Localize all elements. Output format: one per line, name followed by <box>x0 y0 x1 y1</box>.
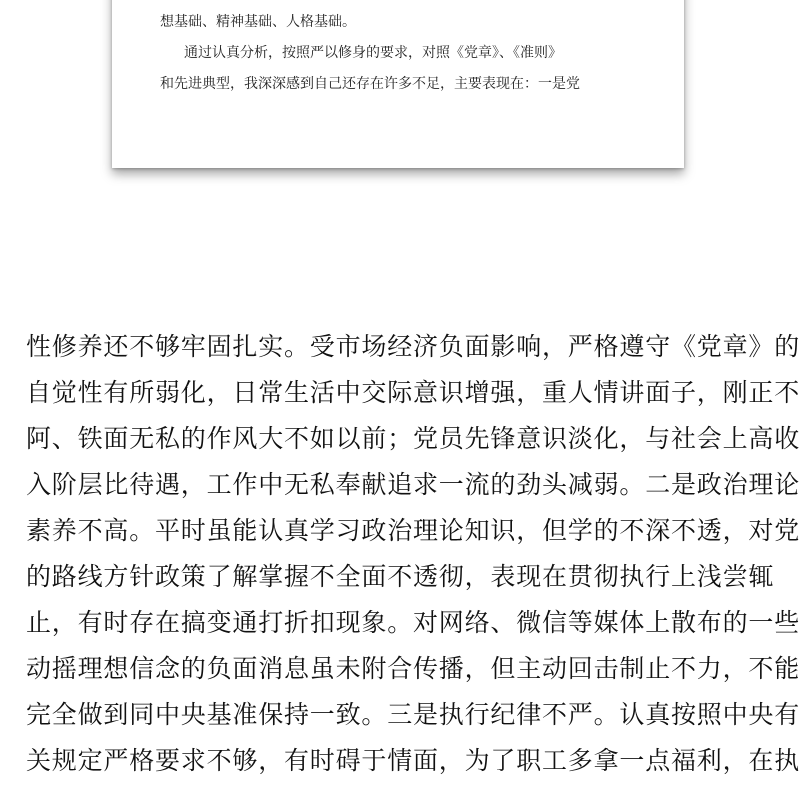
body-text-line: 自觉性有所弱化，日常生活中交际意识增强，重人情讲面子，刚正不 <box>26 378 800 407</box>
body-text-line: 的路线方针政策了解掌握不全面不透彻，表现在贯彻执行上浅尝辄 <box>26 562 775 591</box>
body-text-line: 性修养还不够牢固扎实。受市场经济负面影响，严格遵守《党章》的 <box>26 332 800 361</box>
card-text-line: 和先进典型，我深深感到自己还存在许多不足，主要表现在：一是党 <box>160 76 580 92</box>
body-text-line: 完全做到同中央基准保持一致。三是执行纪律不严。认真按照中央有 <box>26 700 800 729</box>
card-text-line: 通过认真分析，按照严以修身的要求，对照《党章》、《准则》 <box>184 45 562 61</box>
body-text-line: 止，有时存在搞变通打折扣现象。对网络、微信等媒体上散布的一些 <box>26 608 800 637</box>
body-text-line: 阿、铁面无私的作风大不如以前；党员先锋意识淡化，与社会上高收 <box>26 424 800 453</box>
body-text-line: 素养不高。平时虽能认真学习政治理论知识，但学的不深不透，对党 <box>26 516 800 545</box>
article-body <box>26 324 800 784</box>
document-page-card <box>112 0 684 168</box>
body-text-line: 入阶层比待遇，工作中无私奉献追求一流的劲头减弱。二是政治理论 <box>26 470 800 499</box>
body-text-line: 动摇理想信念的负面消息虽未附合传播，但主动回击制止不力，不能 <box>26 654 800 683</box>
body-text-line: 关规定严格要求不够，有时碍于情面，为了职工多拿一点福利，在执 <box>26 746 800 775</box>
card-text-line: 想基础、精神基础、人格基础。 <box>160 14 356 30</box>
